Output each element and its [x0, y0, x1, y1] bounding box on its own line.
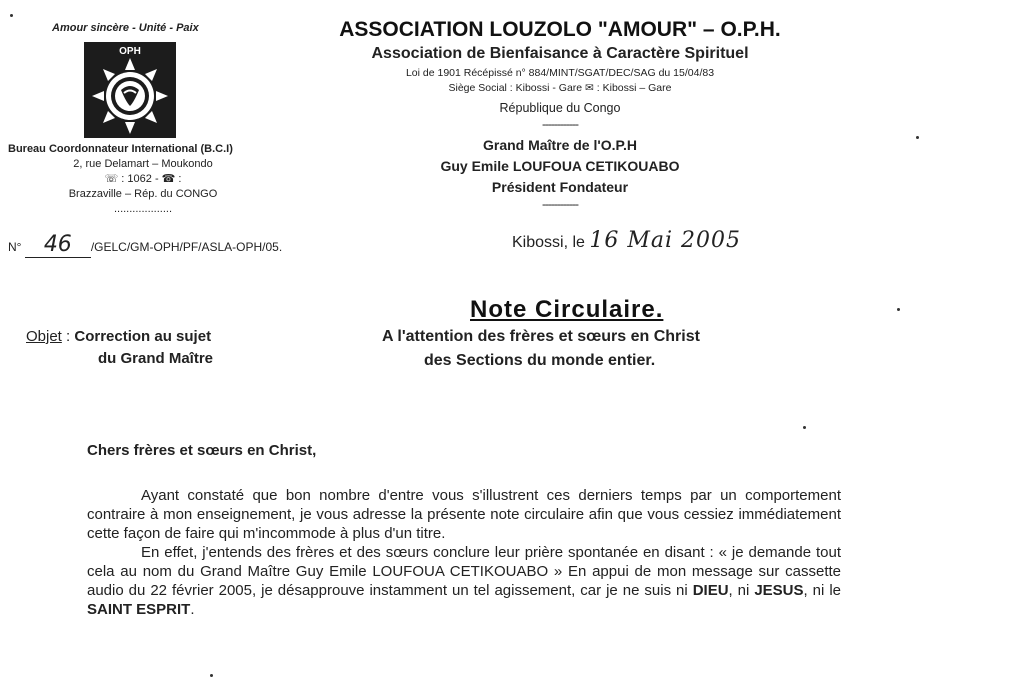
subject-text-2: du Grand Maître: [98, 350, 214, 367]
scan-speck: [10, 14, 13, 17]
reference-number: [8, 232, 282, 258]
grand-master-role: Président Fondateur: [491, 179, 629, 195]
bureau-city: Brazzaville – Rép. du CONGO: [68, 188, 218, 200]
reference-handwritten-number: 46: [25, 232, 91, 258]
paragraph-1: Ayant constaté que bon nombre d'entre vous s'illustrent ces derniers temps par un comportement contraire à mon enseignement, je vous adresse la présente note circulaire afin que vous cessiez immédiatement cette façon de faire qui m'incommode à plus d'un titre.: [87, 487, 841, 542]
paragraph-2-sep-1: , ni: [728, 582, 755, 599]
grand-master-name: Guy Emile LOUFOUA CETIKOUABO: [440, 158, 680, 174]
scan-speck: [210, 674, 213, 677]
scan-speck: [897, 308, 900, 311]
association-title: ASSOCIATION LOUZOLO "AMOUR" – O.P.H.: [339, 18, 781, 41]
motto: Amour sincère - Unité - Paix: [52, 22, 199, 34]
attention-line-1: A l'attention des frères et sœurs en Christ: [382, 328, 700, 345]
grand-master-title: Grand Maître de l'O.P.H: [483, 137, 637, 153]
bureau-street: 2, rue Delamart – Moukondo: [73, 158, 213, 170]
registration-line: Loi de 1901 Récépissé n° 884/MINT/SGAT/DEC/SAG du 15/04/83: [405, 67, 715, 79]
document-date: [512, 228, 741, 253]
republic-line: République du Congo: [499, 101, 621, 115]
attention-line-2: des Sections du monde entier.: [424, 352, 656, 369]
header-separator-2: ------------: [542, 197, 578, 211]
word-dieu: DIEU: [692, 582, 729, 599]
subject-label: Objet: [26, 328, 62, 345]
logo-text: OPH: [119, 46, 141, 57]
paragraph-2-text: En effet, j'entends des frères et des sœurs conclure leur prière spontanée en disant : « je demande tout cela au nom du Grand Maître Guy Emile LOUFOUA CETIKOUABO » En appui de mon message sur cassette audio du 22 février 2005, je désapprouve instamment un tel agissement, car je ne suis ni: [87, 544, 841, 599]
scan-speck: [916, 136, 919, 139]
bureau-phone: ☏ : 1062 - ☎ :: [104, 173, 182, 185]
note-title: Note Circulaire.: [470, 296, 664, 323]
bureau-address-block: [8, 142, 278, 217]
scan-speck: [803, 426, 806, 429]
header-separator: ------------: [542, 117, 578, 131]
bureau-separator: ...................: [113, 203, 173, 215]
association-subtitle: Association de Bienfaisance à Caractère Spirituel: [371, 45, 749, 62]
subject-text-1: Correction au sujet: [74, 328, 212, 345]
paragraph-2-end: .: [190, 601, 195, 618]
subject-line: Objet : Correction au sujet: [26, 328, 212, 345]
date-place: Kibossi, le: [512, 234, 585, 251]
word-saint-esprit: SAINT ESPRIT: [87, 601, 191, 618]
reference-code: /GELC/GM-OPH/PF/ASLA-OPH/05.: [90, 240, 283, 254]
greeting: Chers frères et sœurs en Christ,: [87, 442, 317, 459]
paragraph-2-sep-2: , ni le: [803, 582, 841, 599]
bureau-name: Bureau Coordonnateur International (B.C.I): [8, 143, 233, 155]
oph-logo: [84, 42, 176, 138]
letter-body: [87, 486, 841, 619]
reference-prefix: N°: [8, 240, 22, 254]
head-office-line: Siège Social : Kibossi - Gare ✉ : Kibossi – Gare: [448, 82, 672, 94]
date-handwritten: 16 Mai 2005: [589, 228, 742, 253]
paragraph-2: [87, 543, 841, 619]
word-jesus: JESUS: [754, 582, 804, 599]
